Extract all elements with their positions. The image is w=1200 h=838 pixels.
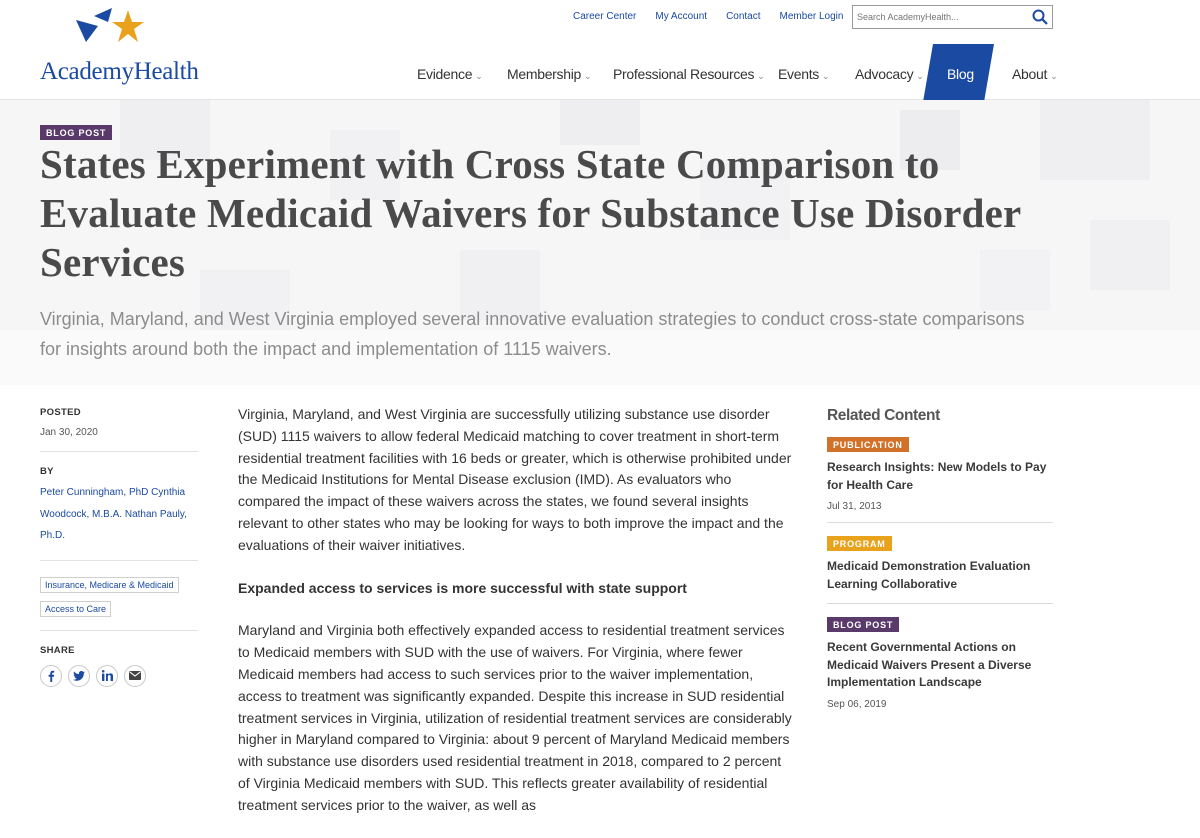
article-paragraph: Virginia, Maryland, and West Virginia are successfully utilizing substance use disorder (SUD) 1115 waivers to allow federal Medicaid matching to cover treatment in short-term residential treatment facilities with 16 beds or greater, which is otherwise prohibited under the Medicaid Institutions for Mental Disease exclusion (IMD). As evaluators who compared the impact of these waivers across the states, we found several insights relevant to other states who may be looking for ways to both improve the impact and the evaluations of their waiver initiatives. bbox=[238, 406, 792, 553]
related-item-date: Sep 06, 2019 bbox=[827, 698, 887, 710]
chevron-down-icon: ⌄ bbox=[584, 71, 592, 81]
by-label: BY bbox=[40, 466, 54, 477]
related-item-link[interactable]: Research Insights: New Models to Pay for Health Care bbox=[827, 460, 1047, 492]
career-center-link[interactable]: Career Center bbox=[573, 11, 637, 22]
my-account-link[interactable]: My Account bbox=[655, 11, 708, 22]
nav-label: Membership bbox=[507, 66, 582, 82]
tag-access-to-care[interactable]: Access to Care bbox=[40, 601, 111, 617]
nav-item-advocacy[interactable] bbox=[855, 66, 924, 82]
nav-item-professional-resources[interactable] bbox=[613, 66, 765, 82]
related-content bbox=[827, 407, 1053, 731]
nav-label: Advocacy bbox=[855, 66, 914, 82]
tag-list bbox=[40, 575, 198, 623]
chevron-down-icon: ⌄ bbox=[757, 71, 765, 81]
nav-item-membership[interactable] bbox=[507, 66, 591, 82]
posted-date: Jan 30, 2020 bbox=[40, 427, 98, 438]
utility-nav bbox=[573, 11, 862, 22]
nav-label: Evidence bbox=[417, 66, 473, 82]
post-meta bbox=[40, 407, 198, 687]
related-item-date: Jul 31, 2013 bbox=[827, 501, 882, 512]
post-type-badge: BLOG POST bbox=[40, 125, 112, 140]
search-icon[interactable] bbox=[1032, 9, 1048, 25]
blog-post-badge: BLOG POST bbox=[827, 617, 899, 632]
chevron-down-icon: ⌄ bbox=[475, 71, 483, 81]
nav-label: Blog bbox=[947, 66, 974, 82]
related-item bbox=[827, 534, 1053, 604]
member-login-link[interactable]: Member Login bbox=[779, 11, 844, 22]
linkedin-icon[interactable] bbox=[96, 665, 118, 687]
posted-label: POSTED bbox=[40, 407, 81, 418]
divider bbox=[40, 451, 198, 452]
tag-insurance-medicare-medicaid[interactable]: Insurance, Medicare & Medicaid bbox=[40, 577, 179, 593]
nav-item-blog[interactable] bbox=[923, 44, 994, 102]
nav-label: Events bbox=[778, 66, 819, 82]
nav-item-events[interactable] bbox=[778, 66, 829, 82]
share-label: SHARE bbox=[40, 644, 75, 656]
email-icon[interactable] bbox=[124, 665, 146, 687]
program-badge: PROGRAM bbox=[827, 536, 892, 551]
logo-wordmark: AcademyHealth bbox=[40, 58, 199, 85]
publication-badge: PUBLICATION bbox=[827, 437, 909, 452]
nav-label: Professional Resources bbox=[613, 66, 755, 82]
main-nav bbox=[0, 44, 1200, 102]
related-item bbox=[827, 435, 1053, 523]
facebook-icon[interactable] bbox=[40, 665, 62, 687]
related-item bbox=[827, 615, 1053, 720]
site-header bbox=[0, 0, 1200, 100]
related-item-link[interactable]: Medicaid Demonstration Evaluation Learning Collaborative bbox=[827, 559, 1031, 591]
nav-item-evidence[interactable] bbox=[417, 66, 482, 82]
share-buttons bbox=[40, 665, 198, 687]
page-title: States Experiment with Cross State Comparison to Evaluate Medicaid Waivers for Substance Use Disorder Services bbox=[40, 141, 1021, 285]
chevron-down-icon: ⌄ bbox=[916, 71, 924, 81]
article-subheading: Expanded access to services is more successful with state support bbox=[238, 579, 687, 596]
twitter-icon[interactable] bbox=[68, 665, 90, 687]
search-box bbox=[852, 5, 1053, 29]
article-hero bbox=[0, 100, 1200, 385]
search-input[interactable] bbox=[853, 6, 1023, 28]
related-content-heading: Related Content bbox=[827, 407, 940, 424]
article-paragraph: Maryland and Virginia both effectively expanded access to residential treatment services to Medicaid members with SUD with the use of waivers. For Virginia, where fewer Medicaid members had access to such services prior to the waiver implementation, access to treatment was significantly expanded. Despite this increase in SUD residential treatment services in Virginia, utilization of residential treatment services are considerably higher in Maryland compared to Virginia: about 9 percent of Maryland Medicaid members with substance use disorders used residential treatment in 2018, compared to 2 percent of Virginia Medicaid members with SUD. This reflects greater availability of residential treatment services prior to the waiver, as well as bbox=[238, 622, 792, 813]
related-item-link[interactable]: Recent Governmental Actions on Medicaid Waivers Present a Diverse Implementation Landscape bbox=[827, 640, 1032, 689]
article-body bbox=[238, 404, 794, 838]
author-links[interactable]: Peter Cunningham, PhD Cynthia Woodcock, M.B.A. Nathan Pauly, Ph.D. bbox=[40, 487, 187, 541]
divider bbox=[40, 560, 198, 561]
page-subtitle: Virginia, Maryland, and West Virginia employed several innovative evaluation strategies to conduct cross-state comparisons for insights around both the impact and implementation of 1115 waivers. bbox=[40, 309, 1025, 359]
nav-label: About bbox=[1012, 66, 1048, 82]
divider bbox=[40, 630, 198, 631]
contact-link[interactable]: Contact bbox=[726, 11, 761, 22]
chevron-down-icon: ⌄ bbox=[1050, 71, 1058, 81]
chevron-down-icon: ⌄ bbox=[822, 71, 830, 81]
logo-mark-icon bbox=[76, 6, 156, 48]
nav-item-about[interactable] bbox=[1012, 66, 1057, 82]
